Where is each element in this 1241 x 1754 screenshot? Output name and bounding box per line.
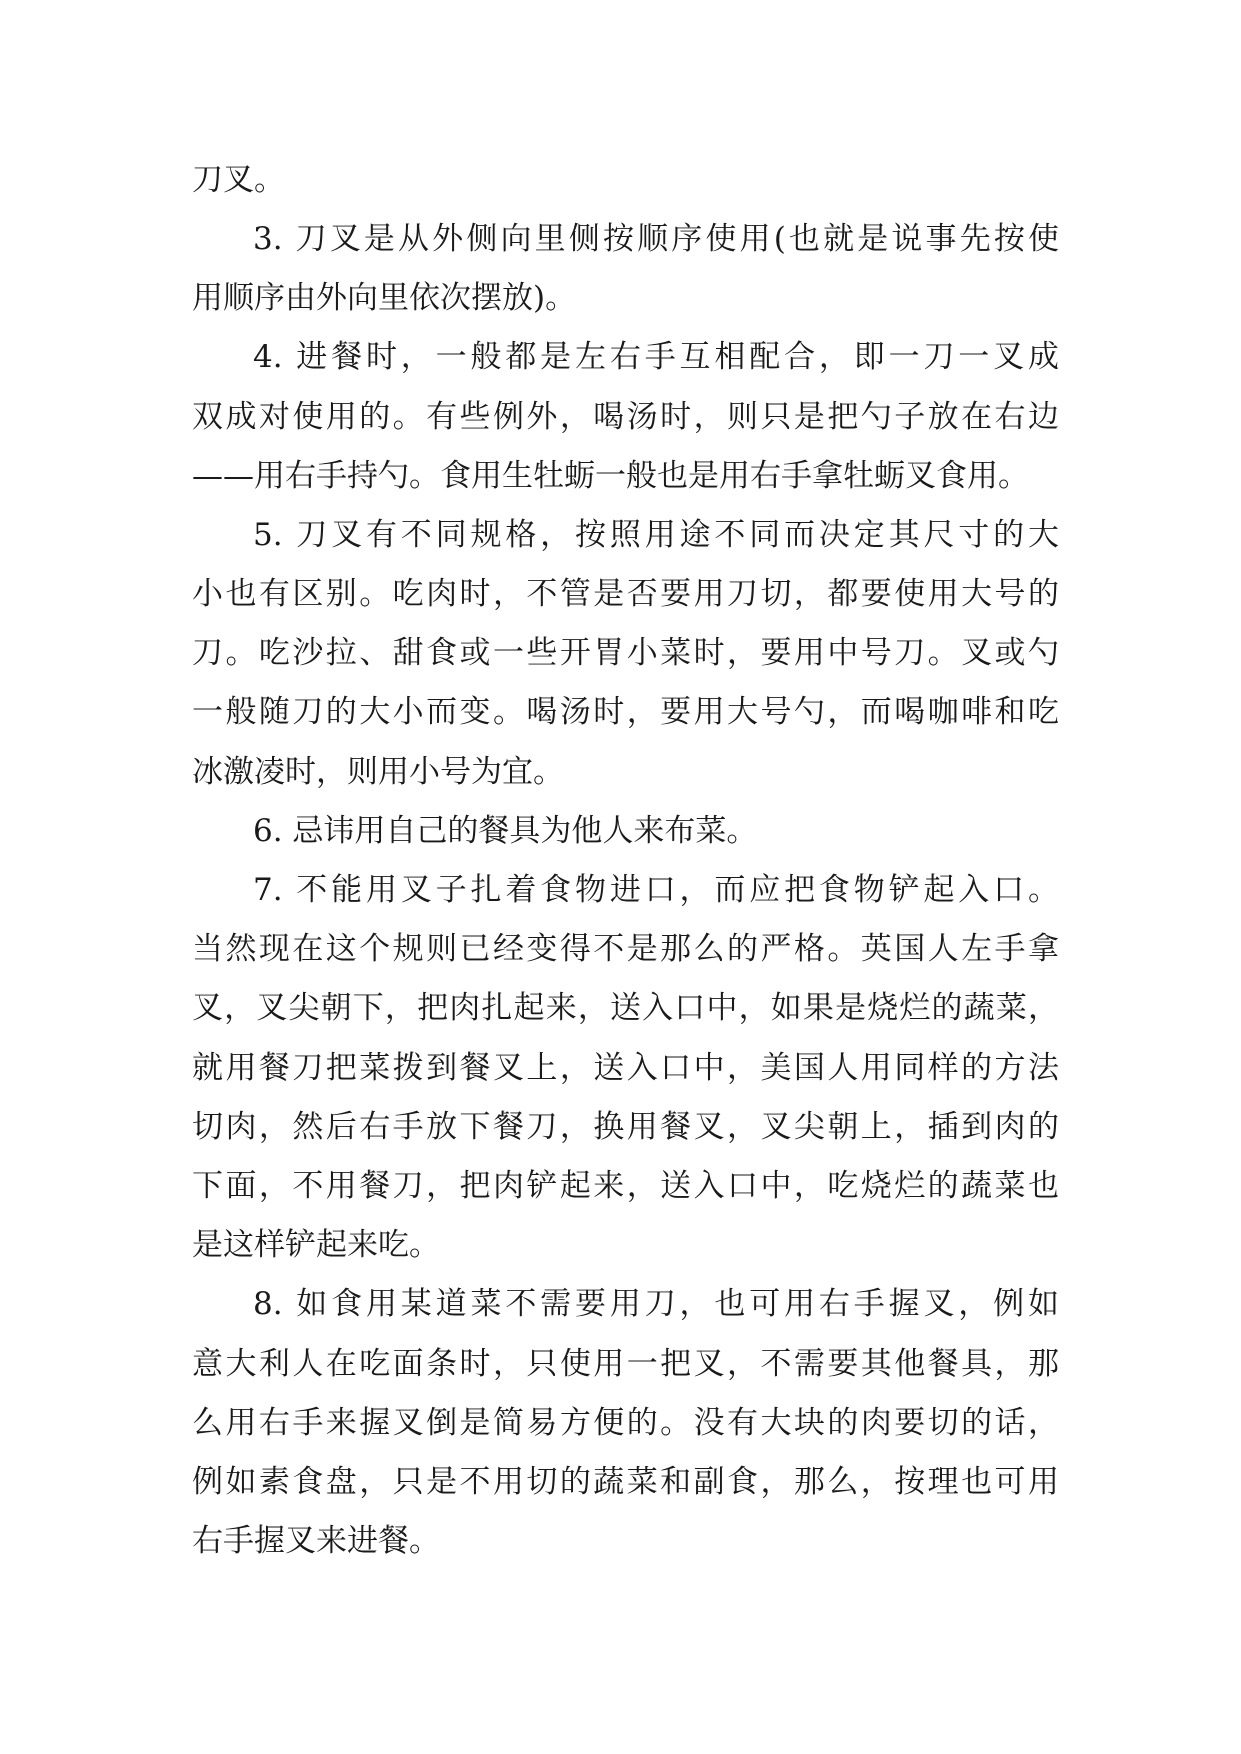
text-line: 8. 如食用某道菜不需要用刀，也可用右手握叉，例如: [253, 1286, 1059, 1322]
text-line: 右手握叉来进餐。: [192, 1523, 440, 1559]
text-line: 4. 进餐时，一般都是左右手互相配合，即一刀一叉成: [253, 339, 1059, 375]
text-line: 例如素食盘，只是不用切的蔬菜和副食，那么，按理也可用: [192, 1464, 1059, 1500]
text-line: 意大利人在吃面条时，只使用一把叉，不需要其他餐具，那: [192, 1346, 1059, 1382]
text-line: 切肉，然后右手放下餐刀，换用餐叉，叉尖朝上，插到肉的: [192, 1109, 1059, 1145]
text-line: 双成对使用的。有些例外，喝汤时，则只是把勺子放在右边: [192, 399, 1059, 435]
text-line: 7. 不能用叉子扎着食物进口，而应把食物铲起入口。: [253, 872, 1059, 908]
text-line: 当然现在这个规则已经变得不是那么的严格。英国人左手拿: [192, 931, 1059, 967]
text-line: 用顺序由外向里依次摆放)。: [192, 280, 577, 316]
text-line: 就用餐刀把菜拨到餐叉上，送入口中，美国人用同样的方法: [192, 1050, 1059, 1086]
text-line: 刀。吃沙拉、甜食或一些开胃小菜时，要用中号刀。叉或勺: [192, 635, 1059, 671]
text-line: 一般随刀的大小而变。喝汤时，要用大号勺，而喝咖啡和吃: [192, 694, 1059, 730]
text-line: 3. 刀叉是从外侧向里侧按顺序使用(也就是说事先按使: [253, 221, 1059, 257]
text-line: 叉，叉尖朝下，把肉扎起来，送入口中，如果是烧烂的蔬菜，: [192, 990, 1059, 1026]
text-line: 5. 刀叉有不同规格，按照用途不同而决定其尺寸的大: [253, 517, 1059, 553]
text-line: ——用右手持勺。食用生牡蛎一般也是用右手拿牡蛎叉食用。: [192, 458, 1029, 494]
text-line: 冰激凌时，则用小号为宜。: [192, 754, 564, 790]
text-line: 是这样铲起来吃。: [192, 1227, 440, 1263]
text-line: 下面，不用餐刀，把肉铲起来，送入口中，吃烧烂的蔬菜也: [192, 1168, 1059, 1204]
text-line: 小也有区别。吃肉时，不管是否要用刀切，都要使用大号的: [192, 576, 1059, 612]
text-line: 刀叉。: [192, 162, 285, 198]
text-line: 6. 忌讳用自己的餐具为他人来布菜。: [253, 813, 758, 849]
text-line: 么用右手来握叉倒是简易方便的。没有大块的肉要切的话，: [192, 1405, 1059, 1441]
